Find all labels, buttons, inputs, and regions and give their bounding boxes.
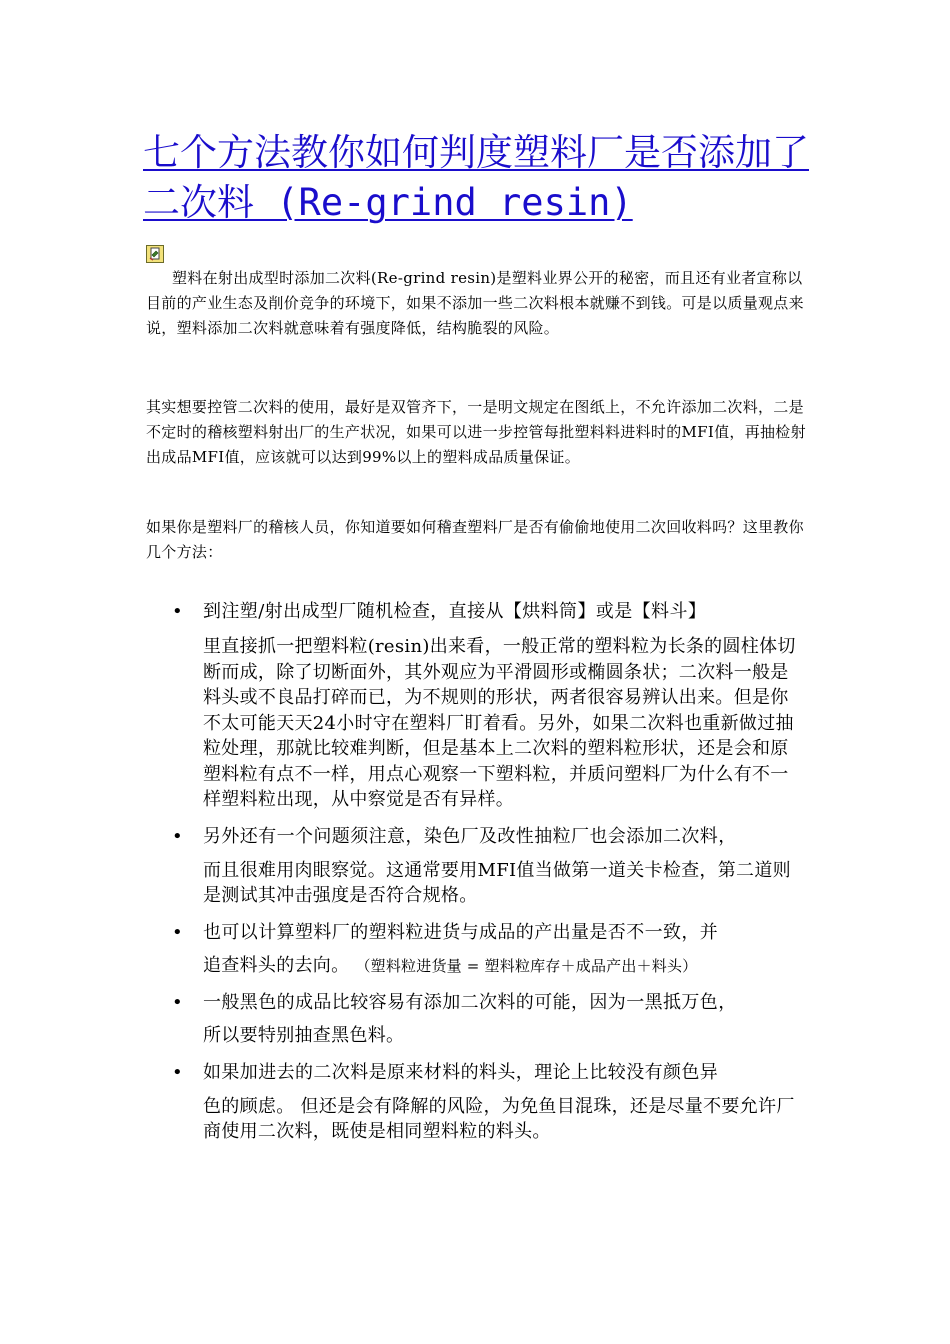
list-item xyxy=(0,823,950,909)
list-item-formula-note: （塑料粒进货量 = 塑料粒库存＋成品产出＋料头） xyxy=(355,956,698,975)
paragraph-control: 其实想要控管二次料的使用，最好是双管齐下，一是明文规定在图纸上，不允许添加二次料，二是不定时的稽核塑料射出厂的生产状况，如果可以进一步控管每批塑料料进料时的MFI值，再抽检射出成品MFI值，应该就可以达到99%以上的塑料成品质量保证。 xyxy=(146,398,806,466)
list-item-first-line: 另外还有一个问题须注意，染色厂及改性抽粒厂也会添加二次料， xyxy=(203,825,737,847)
list-item xyxy=(0,598,950,813)
list-item-first-line: 也可以计算塑料厂的塑料粒进货与成品的产出量是否不一致，并 xyxy=(203,921,719,943)
bullet-marker: • xyxy=(172,921,183,943)
list-item-first-line: 如果加进去的二次料是原来材料的料头，理论上比较没有颜色异 xyxy=(203,1061,719,1083)
paragraph-intro: 塑料在射出成型时添加二次料(Re-grind resin)是塑料业界公开的秘密，而且还有业者宣称以目前的产业生态及削价竞争的环境下，如果不添加一些二次料根本就赚不到钱。可是以质量观点来说，塑料添加二次料就意味着有强度降低，结构脆裂的风险。 xyxy=(146,269,804,337)
document-link-icon-glyph xyxy=(147,246,163,262)
list-item-text: 追查料头的去向。 xyxy=(203,954,350,976)
document-link-icon[interactable] xyxy=(146,245,164,263)
list-item-text: 而且很难用肉眼察觉。这通常要用MFI值当做第一道关卡检查，第二道则是测试其冲击强度是否符合规格。 xyxy=(203,859,791,906)
methods-list xyxy=(0,598,950,1145)
list-item-text: 所以要特别抽查黑色料。 xyxy=(203,1025,405,1046)
bullet-marker: • xyxy=(172,601,183,622)
list-item-body xyxy=(203,1023,803,1049)
list-item-body xyxy=(203,634,803,813)
article-title-text[interactable]: 七个方法教你如何判度塑料厂是否添加了二次料 (Re-grind resin) xyxy=(143,131,809,224)
list-item-body xyxy=(203,858,803,909)
list-item-text: 里直接抓一把塑料粒(resin)出来看，一般正常的塑料粒为长条的圆柱体切断而成，除了切断面外，其外观应为平滑圆形或椭圆条状；二次料一般是料头或不良品打碎而已，为不规则的形状，两者很容易辨认出来。但是你不太可能天天24小时守在塑料厂盯着看。另外，如果二次料也重新做过抽粒处理，那就比较难判断，但是基本上二次料的塑料粒形状，还是会和原塑料粒有点不一样，用点心观察一下塑料粒，并质问塑料厂为什么有不一样塑料粒出现，从中察觉是否有异样。 xyxy=(203,636,796,810)
list-item-body xyxy=(203,953,803,980)
list-item-text: 色的顾虑。 但还是会有降解的风险，为免鱼目混珠，还是尽量不要允许厂商使用二次料，既使是相同塑料粒的料头。 xyxy=(203,1095,795,1142)
article-title-link[interactable] xyxy=(143,128,823,228)
list-item-body xyxy=(203,1094,803,1145)
bullet-marker: • xyxy=(172,1061,183,1083)
list-item-first-line: 到注塑/射出成型厂随机检查，直接从【烘料筒】或是【料斗】 xyxy=(203,601,707,622)
bullet-marker: • xyxy=(172,825,183,847)
list-item xyxy=(0,919,950,980)
list-item-first-line: 一般黑色的成品比较容易有添加二次料的可能，因为一黑抵万色， xyxy=(203,992,737,1013)
list-item xyxy=(0,1059,950,1145)
paragraph-methods-lead: 如果你是塑料厂的稽核人员，你知道要如何稽查塑料厂是否有偷偷地使用二次回收料吗？这里教你几个方法： xyxy=(146,518,804,561)
bullet-marker: • xyxy=(172,992,183,1013)
list-item xyxy=(0,989,950,1049)
